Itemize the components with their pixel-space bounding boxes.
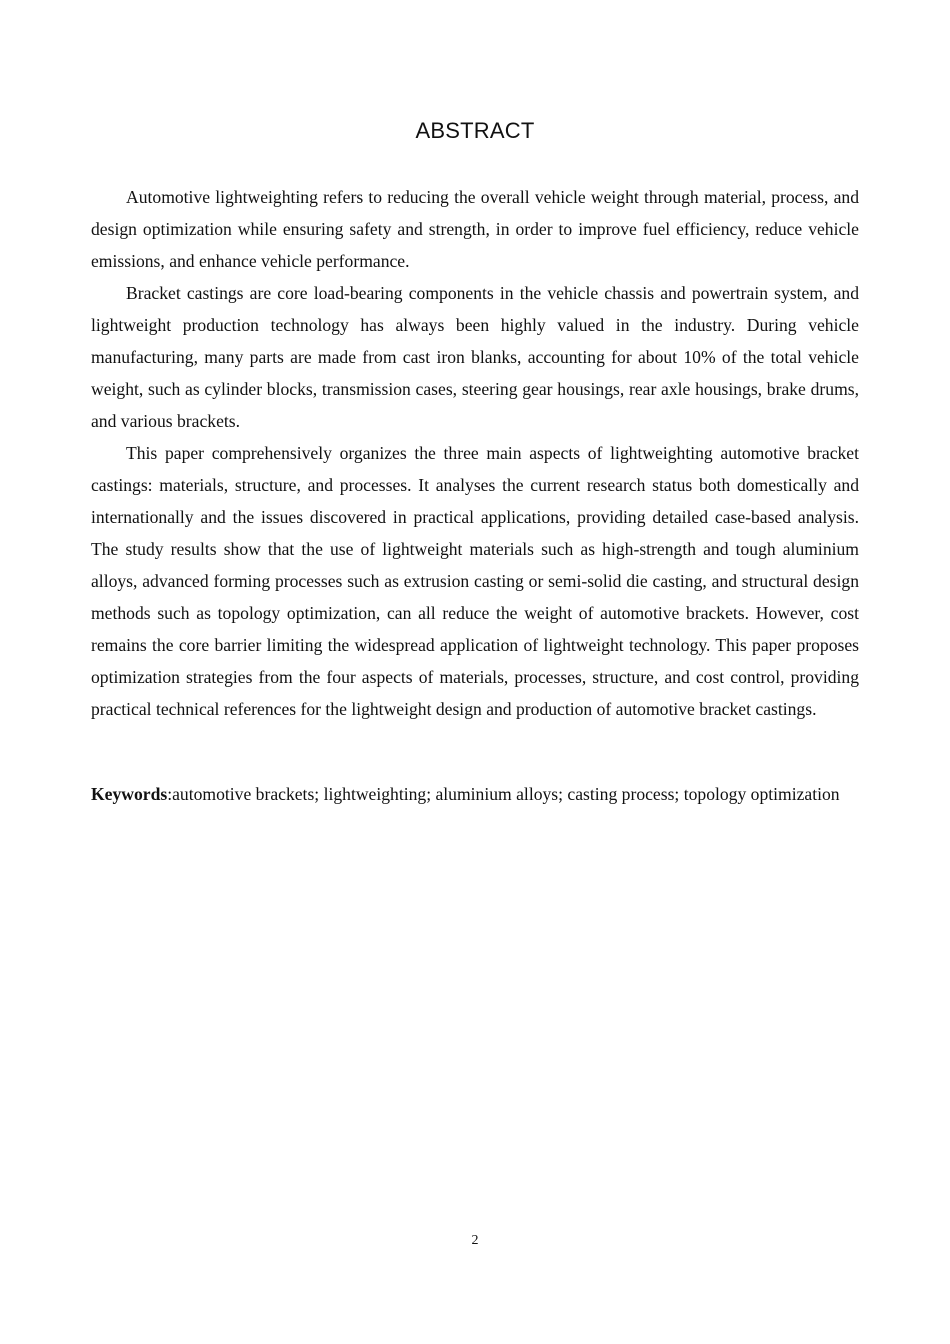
abstract-paragraph-1: Automotive lightweighting refers to reducing the overall vehicle weight through material, process, and design optimization while ensuring safety and strength, in order to improve fuel efficiency, reduce vehicle emissions, and enhance vehicle performance.: [91, 187, 859, 271]
abstract-body: [91, 181, 859, 725]
abstract-paragraph-3: This paper comprehensively organizes the three main aspects of lightweighting automotive bracket castings: materials, structure, and processes. It analyses the current research status both domestically and internationally and the issues discovered in practical applications, providing detailed case-based analysis. The study results show that the use of lightweight materials such as high-strength and tough aluminium alloys, advanced forming processes such as extrusion casting or semi-solid die casting, and structural design methods such as topology optimization, can all reduce the weight of automotive brackets. However, cost remains the core barrier limiting the widespread application of lightweight technology. This paper proposes optimization strategies from the four aspects of materials, processes, structure, and cost control, providing practical technical references for the lightweight design and production of automotive bracket castings.: [91, 443, 859, 719]
page-number: 2: [471, 1233, 479, 1248]
keywords-text: :automotive brackets; lightweighting; aluminium alloys; casting process; topology optimization: [167, 784, 840, 804]
keywords-label: Keywords: [91, 784, 168, 804]
abstract-title: ABSTRACT: [415, 118, 535, 143]
keywords-line: [91, 781, 859, 807]
abstract-paragraph-2: Bracket castings are core load-bearing components in the vehicle chassis and powertrain system, and lightweight production technology has always been highly valued in the industry. During vehicle manufacturing, many parts are made from cast iron blanks, accounting for about 10% of the total vehicle weight, such as cylinder blocks, transmission cases, steering gear housings, rear axle housings, brake drums, and various brackets.: [91, 283, 859, 431]
